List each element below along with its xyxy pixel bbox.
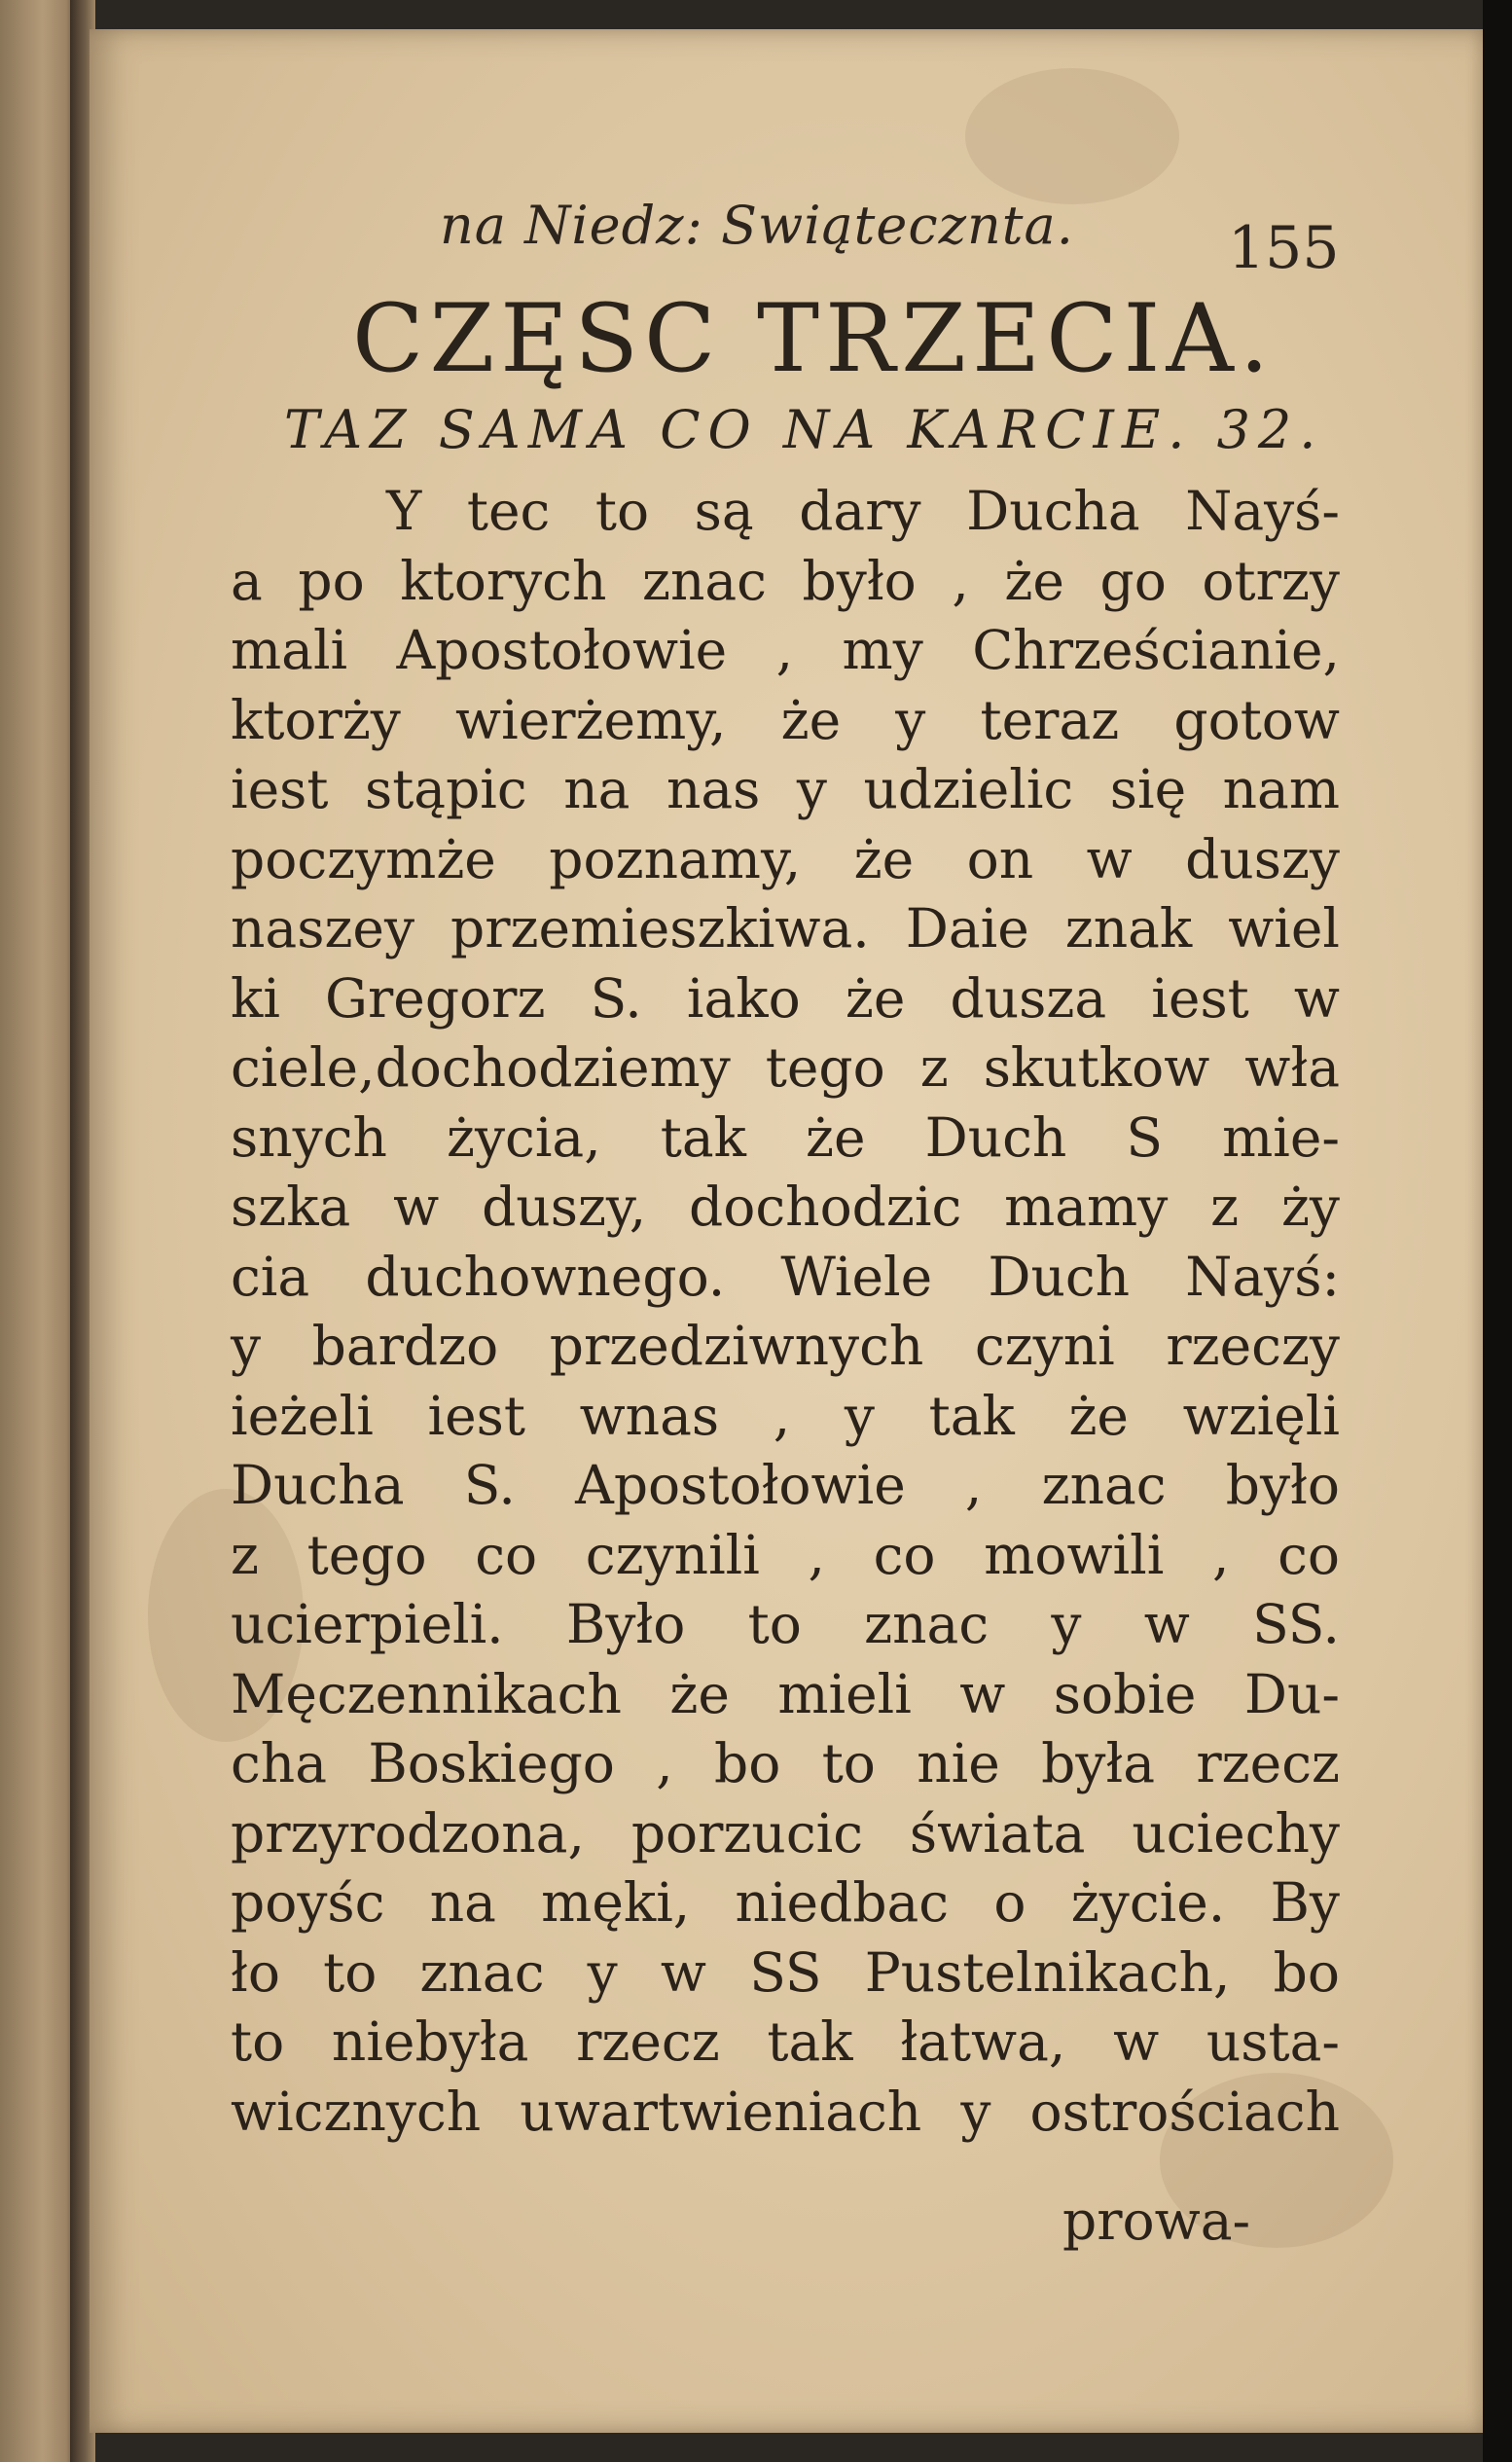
text-line: z tego co czynili , co mowili , co — [231, 1523, 1340, 1586]
text-line: cha Boskiego , bo to nie była rzecz — [231, 1732, 1340, 1794]
book-page — [90, 29, 1483, 2433]
text-line: mali Apostołowie , my Chrześcianie, — [231, 619, 1340, 681]
body-text — [231, 477, 1340, 2147]
running-head: na Niedz: Swiątecznta. — [440, 195, 1074, 256]
text-line: Męczennikach że mieli w sobie Du- — [231, 1662, 1340, 1725]
facing-page-edge — [0, 0, 78, 2462]
text-line: ki Gregorz S. iako że dusza iest w — [231, 966, 1340, 1030]
text-line: ucierpieli. Było to znac y w SS. — [231, 1593, 1340, 1655]
text-line: cia duchownego. Wiele Duch Nayś: — [231, 1245, 1340, 1308]
text-line: a po ktorych znac było , że go otrzy — [231, 549, 1340, 612]
text-line: szka w duszy, dochodzic mamy z ży — [231, 1176, 1340, 1238]
text-line: Ducha S. Apostołowie , znac było — [231, 1454, 1340, 1516]
text-line: naszey przemieszkiwa. Daie znak wiel — [231, 897, 1340, 959]
text-line: poczymże poznamy, że on w duszy — [231, 827, 1340, 890]
text-line: snych życia, tak że Duch S mie- — [231, 1105, 1340, 1169]
text-line: iest stąpic na nas y udzielic się nam — [231, 758, 1340, 820]
text-line: to niebyła rzecz tak łatwa, w usta- — [231, 2010, 1340, 2073]
text-line: Y tec to są dary Ducha Nayś- — [386, 480, 1340, 542]
scan-background-edge — [1483, 0, 1512, 2462]
text-line: ciele,dochodziemy tego z skutkow wła — [231, 1036, 1340, 1099]
text-line: przyrodzona, porzucic świata uciechy — [231, 1801, 1340, 1865]
text-line: poyśc na męki, niedbac o życie. By — [231, 1871, 1340, 1934]
text-line: ktorży wierżemy, że y teraz gotow — [231, 688, 1340, 751]
page-number: 155 — [1228, 214, 1340, 282]
section-subtitle: TAZ SAMA CO NA KARCIE. 32. — [284, 399, 1324, 460]
text-line: ło to znac y w SS Pustelnikach, bo — [231, 1940, 1340, 2004]
text-line: wicznych uwartwieniach y ostrościach — [231, 2080, 1340, 2143]
catchword: prowa- — [1062, 2190, 1251, 2252]
section-title: CZĘSC TRZECIA. — [352, 284, 1276, 393]
paper-stain — [965, 68, 1179, 204]
text-line: y bardzo przedziwnych czyni rzeczy — [231, 1315, 1340, 1377]
text-line: ieżeli iest wnas , y tak że wzięli — [231, 1384, 1340, 1447]
